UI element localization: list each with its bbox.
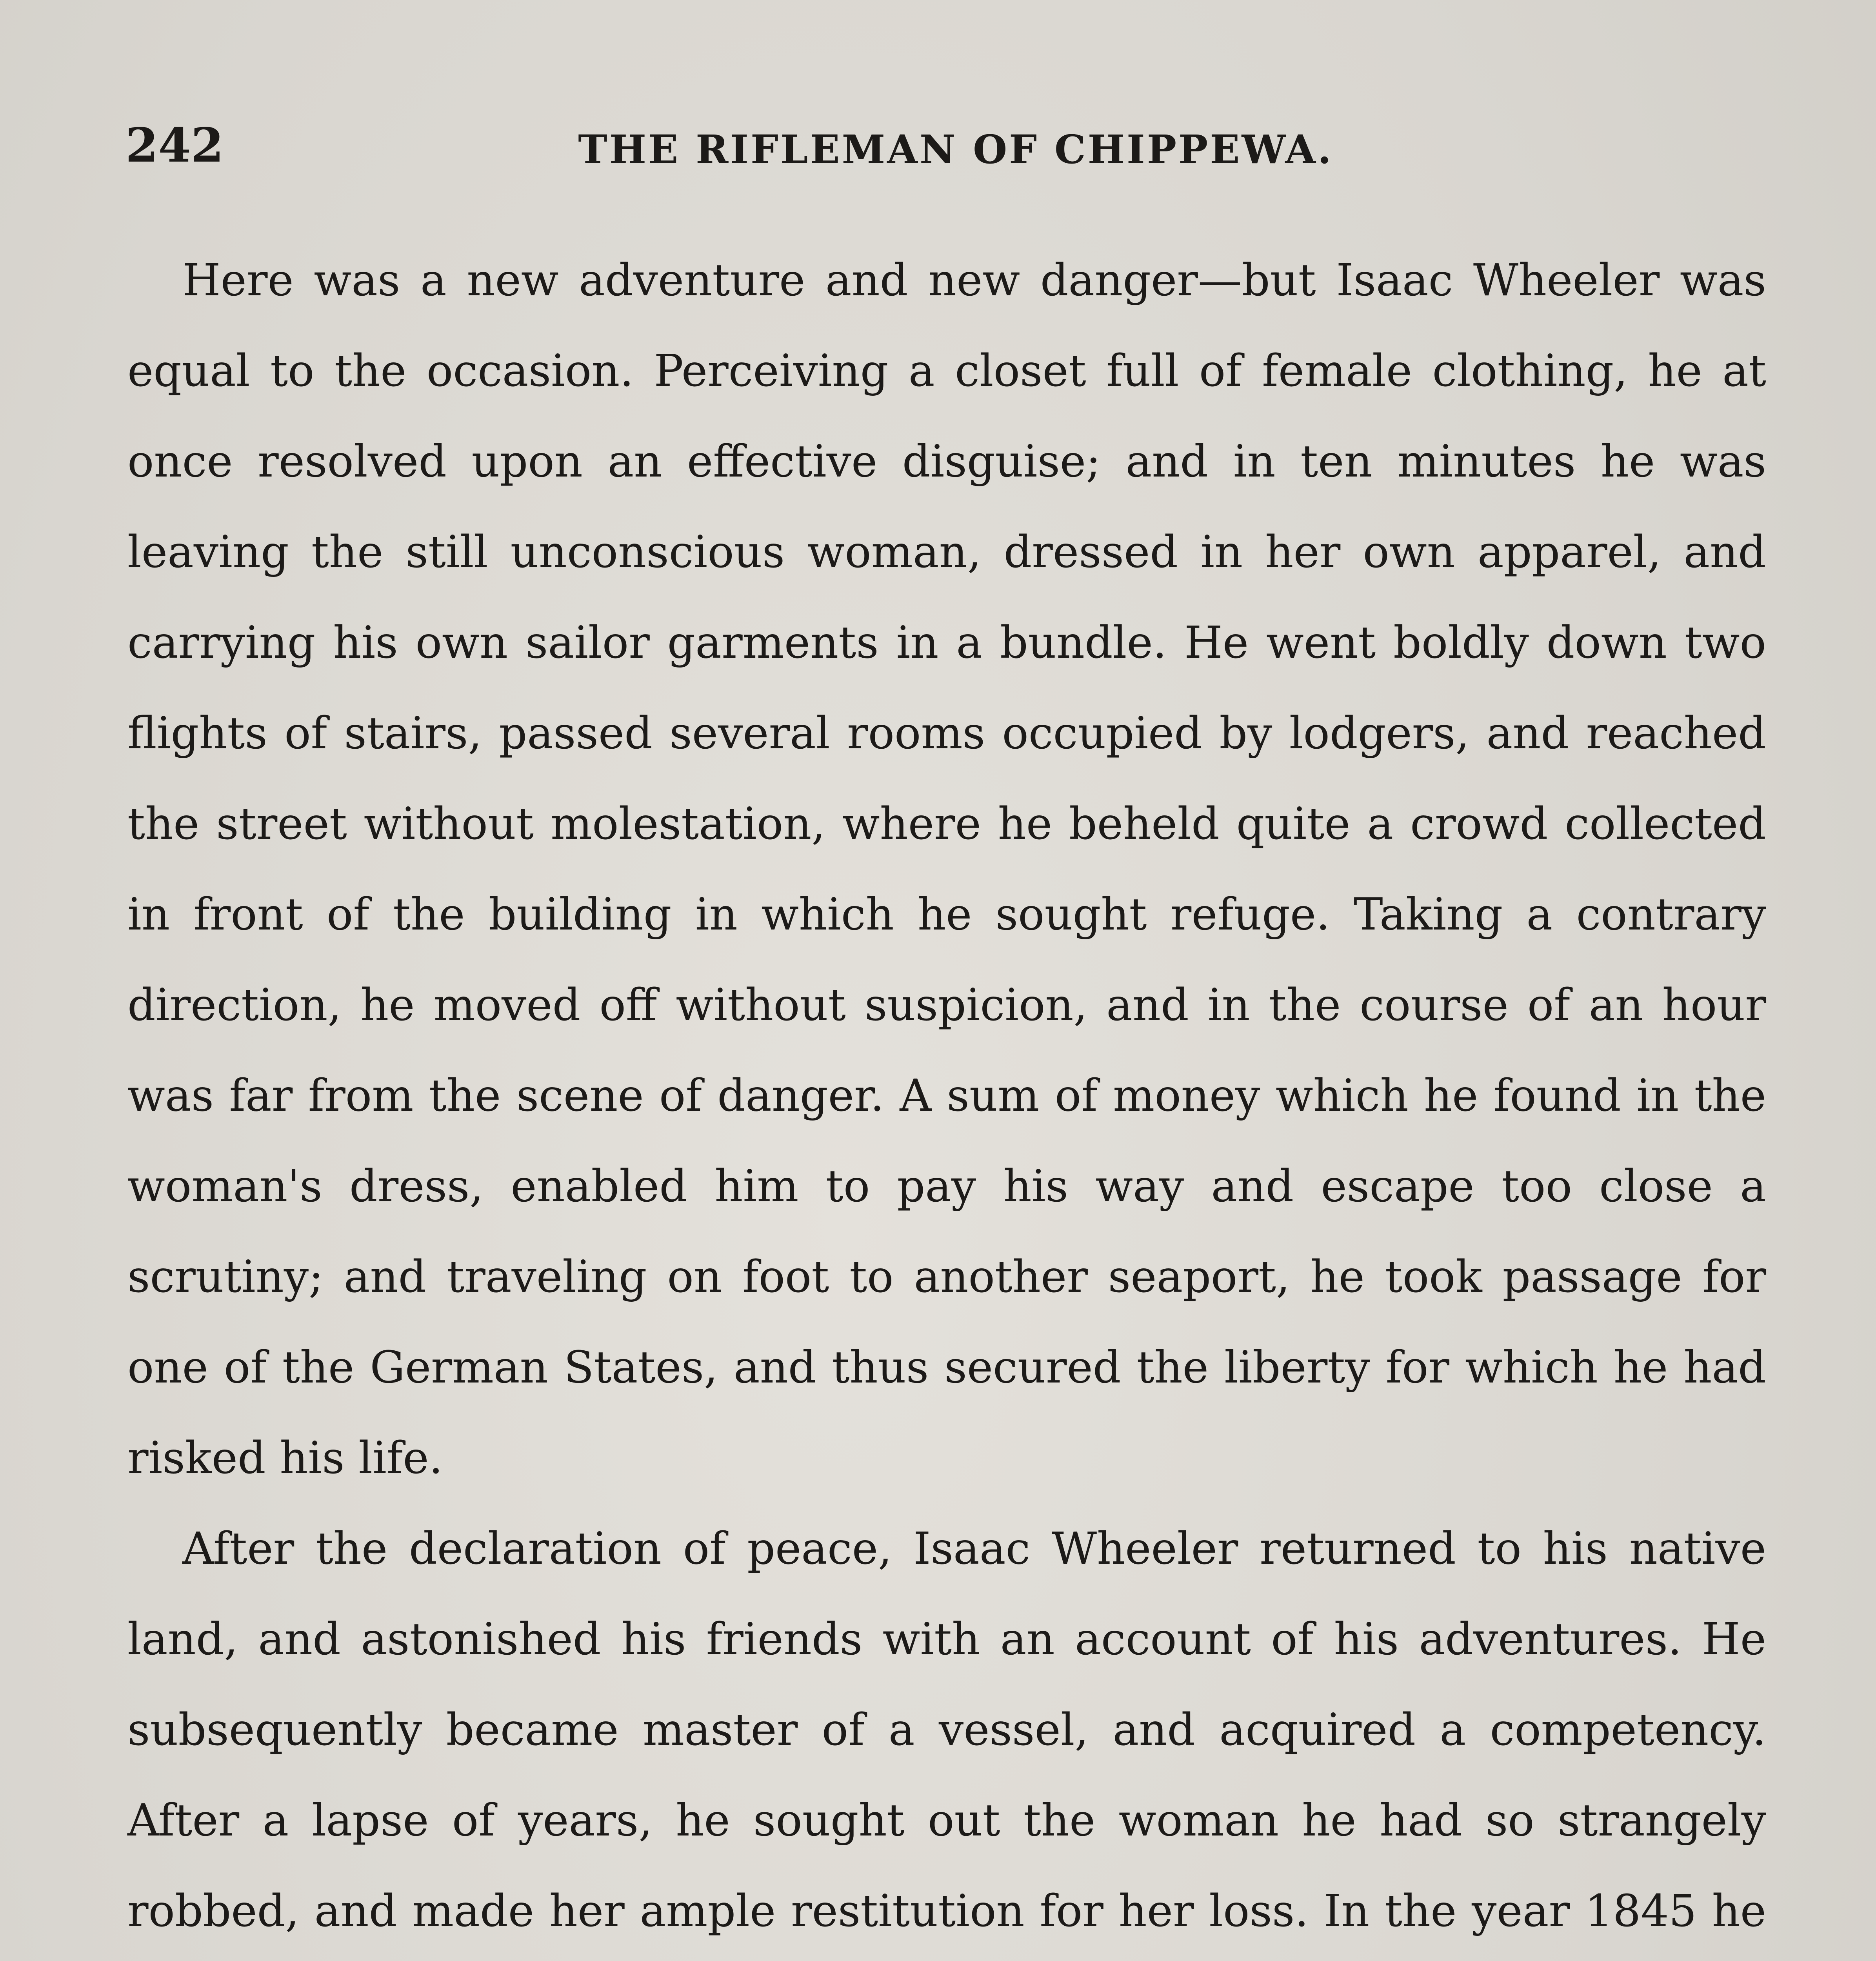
paragraph: After the declaration of peace, Isaac Wheeler returned to his native land, and astonished his friends with an account of his adventures. He subsequently became master of a vessel, and acquired a competency. After a lapse of years, he sought out the woman he had so strangely robbed, and made her ample restitution for her loss. In the year 1845 he xyxy=(127,1523,1766,1937)
page-number: 242 xyxy=(125,118,224,173)
running-head: THE RIFLEMAN OF CHIPPEWA. xyxy=(578,126,1333,173)
page-header xyxy=(125,118,1786,176)
story-text xyxy=(127,235,1766,1961)
paragraph: Here was a new adventure and new danger—but Isaac Wheeler was equal to the occasion. Perceiving a closet full of female clothing, he at once resolved upon an effective disguise; and in ten minutes he was leaving the still unconscious woman, dressed in her own apparel, and carrying his own sailor garments in a bundle. He went boldly down two flights of stairs, passed several rooms occupied by lodgers, and reached the street without molestation, where he beheld quite a crowd collected in front of the building in which he sought refuge. Taking a contrary direction, he moved off without suspicion, and in the course of an hour was far from the scene of danger. A sum of money which he found in the woman's dress, enabled him to pay his way and escape too close a scrutiny; and traveling on foot to another seaport, he took passage for one of the German States, and thus secured the liberty for which he had risked his life. xyxy=(127,255,1766,1484)
